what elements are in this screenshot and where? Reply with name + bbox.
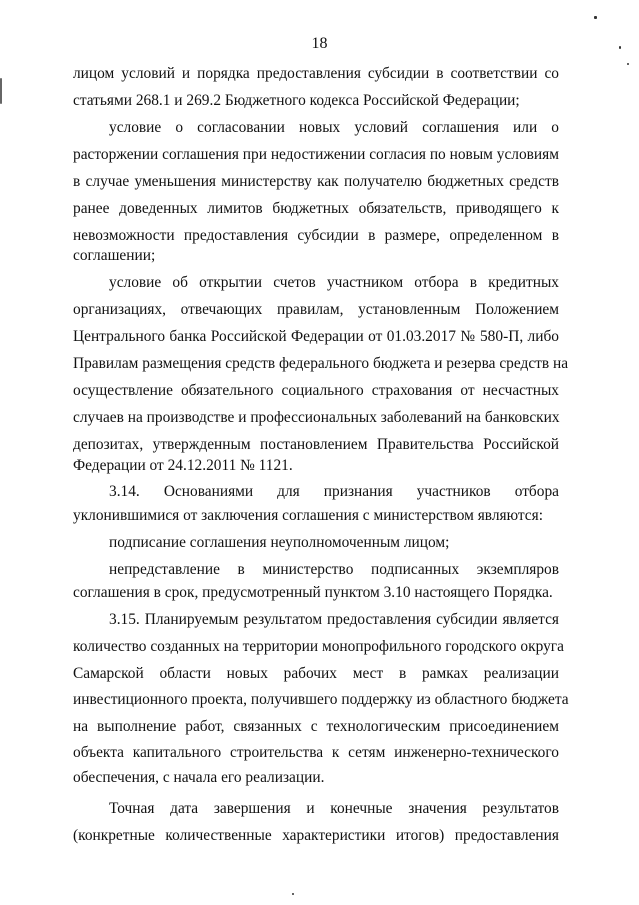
text-line: организациях, отвечающих правилам, установленным Положением xyxy=(73,301,559,318)
scan-speck xyxy=(619,46,621,49)
text-line: объекта капитального строительства к сетям инженерно-технического xyxy=(73,744,559,761)
scan-margin-mark xyxy=(0,78,2,104)
text-line: количество созданных на территории монопрофильного городского округа xyxy=(73,638,564,655)
text-line: Правилам размещения средств федерального бюджета и резерва средств на xyxy=(73,355,569,372)
text-line: лицом условий и порядка предоставления субсидии в соответствии со xyxy=(73,65,559,82)
text-line: соглашения в срок, предусмотренный пунктом 3.10 настоящего Порядка. xyxy=(73,584,553,601)
text-line: 3.14. Основаниями для признания участников отбора xyxy=(109,483,559,500)
text-line: Точная дата завершения и конечные значения результатов xyxy=(109,800,559,817)
text-line: невозможности предоставления субсидии в размере, определенном в xyxy=(73,227,559,244)
text-line: на выполнение работ, связанных с технологическим присоединением xyxy=(73,718,559,735)
text-line: (конкретные количественные характеристики итогов) предоставления xyxy=(73,827,559,844)
text-line: непредставление в министерство подписанных экземпляров xyxy=(109,561,559,578)
text-line: условие о согласовании новых условий соглашения или о xyxy=(109,119,559,136)
text-line: инвестиционного проекта, получившего поддержку из областного бюджета xyxy=(73,691,569,708)
text-line: случаев на производстве и профессиональных заболеваний на банковских xyxy=(73,409,560,426)
text-line: Самарской области новых рабочих мест в рамках реализации xyxy=(73,665,559,682)
text-line: осуществление обязательного социального страхования от несчастных xyxy=(73,382,559,399)
text-line: 3.15. Планируемым результатом предоставления субсидии является xyxy=(109,611,559,628)
text-line: расторжении соглашения при недостижении согласия по новым условиям xyxy=(73,146,559,163)
page-number: 18 xyxy=(311,35,328,52)
text-line: уклонившимися от заключения соглашения с министерством являются: xyxy=(73,507,543,524)
text-line: обеспечения, с начала его реализации. xyxy=(73,769,325,786)
text-line: подписание соглашения неуполномоченным лицом; xyxy=(109,534,450,551)
scan-speck xyxy=(627,63,629,65)
text-line: ранее доведенных лимитов бюджетных обязательств, приводящего к xyxy=(73,200,559,217)
text-line: статьями 268.1 и 269.2 Бюджетного кодекса Российской Федерации; xyxy=(73,92,520,109)
text-line: соглашении; xyxy=(73,247,156,264)
text-line: условие об открытии счетов участником отбора в кредитных xyxy=(109,274,559,291)
text-line: Центрального банка Российской Федерации от 01.03.2017 № 580-П, либо xyxy=(73,328,559,345)
text-line: в случае уменьшения министерству как получателю бюджетных средств xyxy=(73,173,559,190)
text-line: депозитах, утвержденным постановлением Правительства Российской xyxy=(73,436,559,453)
scan-speck xyxy=(292,893,294,895)
scan-speck xyxy=(594,16,597,19)
text-line: Федерации от 24.12.2011 № 1121. xyxy=(73,457,293,474)
